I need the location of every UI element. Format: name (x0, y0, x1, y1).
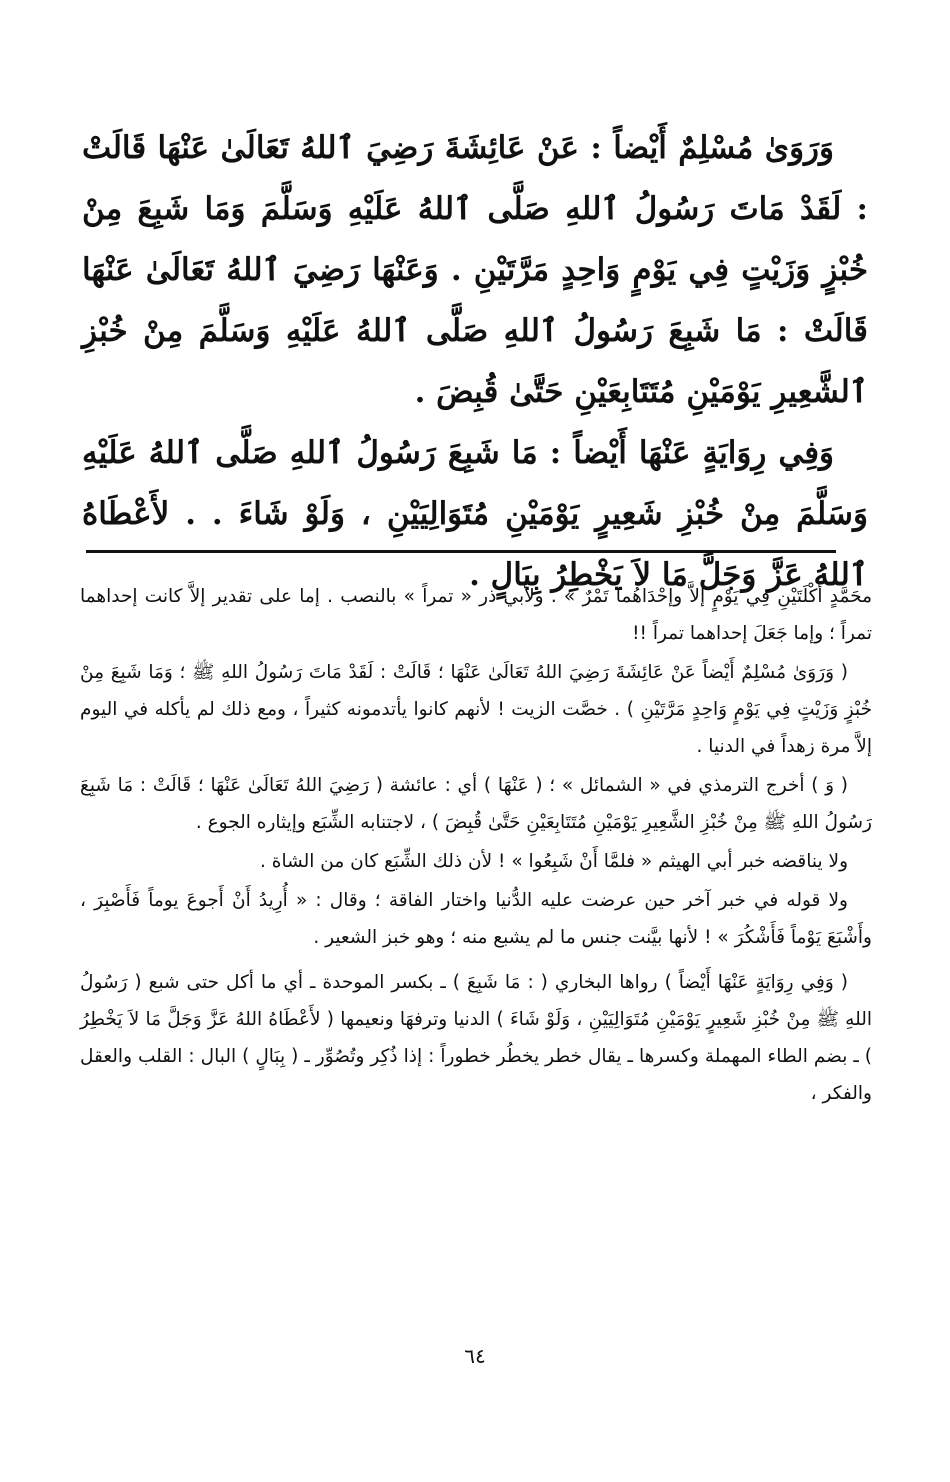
commentary-paragraph: ( وَفِي رِوَايَةٍ عَنْهَا أَيْضاً ) رواها البخاري ( : مَا شَبِعَ ) ـ بكسر الموحدة ـ أي ما أكل حتى شبع ( رَسُولُ اللهِ ﷺ مِنْ خُبْزِ شَعِيرٍ يَوْمَيْنِ مُتَوَالِيَيْنِ ، وَلَوْ شَاءَ ) الدنيا وترفهَا ونعيمها ( لأَعْطَاهُ اللهُ عَزَّ وَجَلَّ مَا لاَ يَخْطِرُ ) ـ بضم الطاء المهملة وكسرها ـ يقال خطر يخطُر خطوراً : إذا ذُكِر وتُصُوِّر ـ ( بِبَالٍ ) البال : القلب والعقل والفكر ، (80, 972, 872, 1104)
page-number: ٦٤ (464, 1344, 486, 1368)
commentary-paragraph: ( وَرَوَىٰ مُسْلِمٌ أَيْضاً عَنْ عَائِشَةَ رَضِيَ اللهُ تَعَالَىٰ عَنْهَا ؛ قَالَتْ : لَقَدْ مَاتَ رَسُولُ اللهِ ﷺ ؛ وَمَا شَبِعَ مِنْ خُبْزٍ وَزَيْتٍ فِي يَوْمٍ وَاحِدٍ مَرَّتَيْنِ ) . خصَّت الزيت ! لأنهم كانوا يأتدمونه كثيراً ، ومع ذلك لم يأكله في اليوم إلاَّ مرة زهداً في الدنيا . (80, 662, 872, 757)
main-paragraph: وَرَوَىٰ مُسْلِمٌ أَيْضاً : عَنْ عَائِشَةَ رَضِيَ ٱللهُ تَعَالَىٰ عَنْهَا قَالَتْ : لَقَدْ مَاتَ رَسُولُ ٱللهِ صَلَّى ٱللهُ عَلَيْهِ وَسَلَّمَ وَمَا شَبِعَ مِنْ خُبْزٍ وَزَيْتٍ فِي يَوْمٍ وَاحِدٍ مَرَّتَيْنِ . وَعَنْهَا رَضِيَ ٱللهُ تَعَالَىٰ عَنْهَا قَالَتْ : مَا شَبِعَ رَسُولُ ٱللهِ صَلَّى ٱللهُ عَلَيْهِ وَسَلَّمَ مِنْ خُبْزِ ٱلشَّعِيرِ يَوْمَيْنِ مُتَتَابِعَيْنِ حَتَّىٰ قُبِضَ . (82, 130, 868, 410)
main-text-block (82, 118, 868, 606)
commentary-paragraph: ( وَ ) أخرج الترمذي في « الشمائل » ؛ ( عَنْهَا ) أي : عائشة ( رَضِيَ اللهُ تَعَالَىٰ عَنْهَا ؛ قَالَتْ : مَا شَبِعَ رَسُولُ اللهِ ﷺ مِنْ خُبْزِ الشَّعِيرِ يَوْمَيْنِ مُتَتَابِعَيْنِ حَتَّىٰ قُبِضَ ) ، لاجتنابه الشِّبَع وإيثاره الجوع . (80, 775, 872, 833)
footnote-separator-rule (86, 550, 836, 553)
commentary-paragraph: ولا قوله في خبر آخر حين عرضت عليه الدُّنيا واختار الفاقة ؛ وقال : « أُرِيدُ أَنْ أَجوعَ يوماً فَأَصْبِرَ ، وأَشْبَعَ يَوْماً فَأَشْكُرَ » ! لأنها بيَّنت جنس ما لم يشبع منه ؛ وهو خبز الشعير . (80, 890, 872, 948)
commentary-paragraph: ولا يناقضه خبر أبي الهيثم « فلمَّا أَنْ شَبِعُوا » ! لأن ذلك الشِّبَع كان من الشاة . (260, 851, 848, 872)
commentary-block (80, 578, 872, 1114)
commentary-paragraph: محَمَّدٍ أَكْلَتَيْنِ فِي يَوْمٍ إلاَّ وإحْدَاهُما تَمْرٌ » . ولأبي ذر « تمراً » بالنصب . إما على تقدير إلاَّ كانت إحداهما تمراً ؛ وإما جَعَلَ إحداهما تمراً !! (80, 586, 872, 644)
main-paragraph: وَفِي رِوَايَةٍ عَنْهَا أَيْضاً : مَا شَبِعَ رَسُولُ ٱللهِ صَلَّى ٱللهُ عَلَيْهِ وَسَلَّمَ مِنْ خُبْزِ شَعِيرٍ يَوْمَيْنِ مُتَوَالِيَيْنِ ، وَلَوْ شَاءَ . . لأَعْطَاهُ ٱللهُ عَزَّ وَجَلَّ مَا لاَ يَخْطِرُ بِبَالٍ . (82, 435, 868, 593)
